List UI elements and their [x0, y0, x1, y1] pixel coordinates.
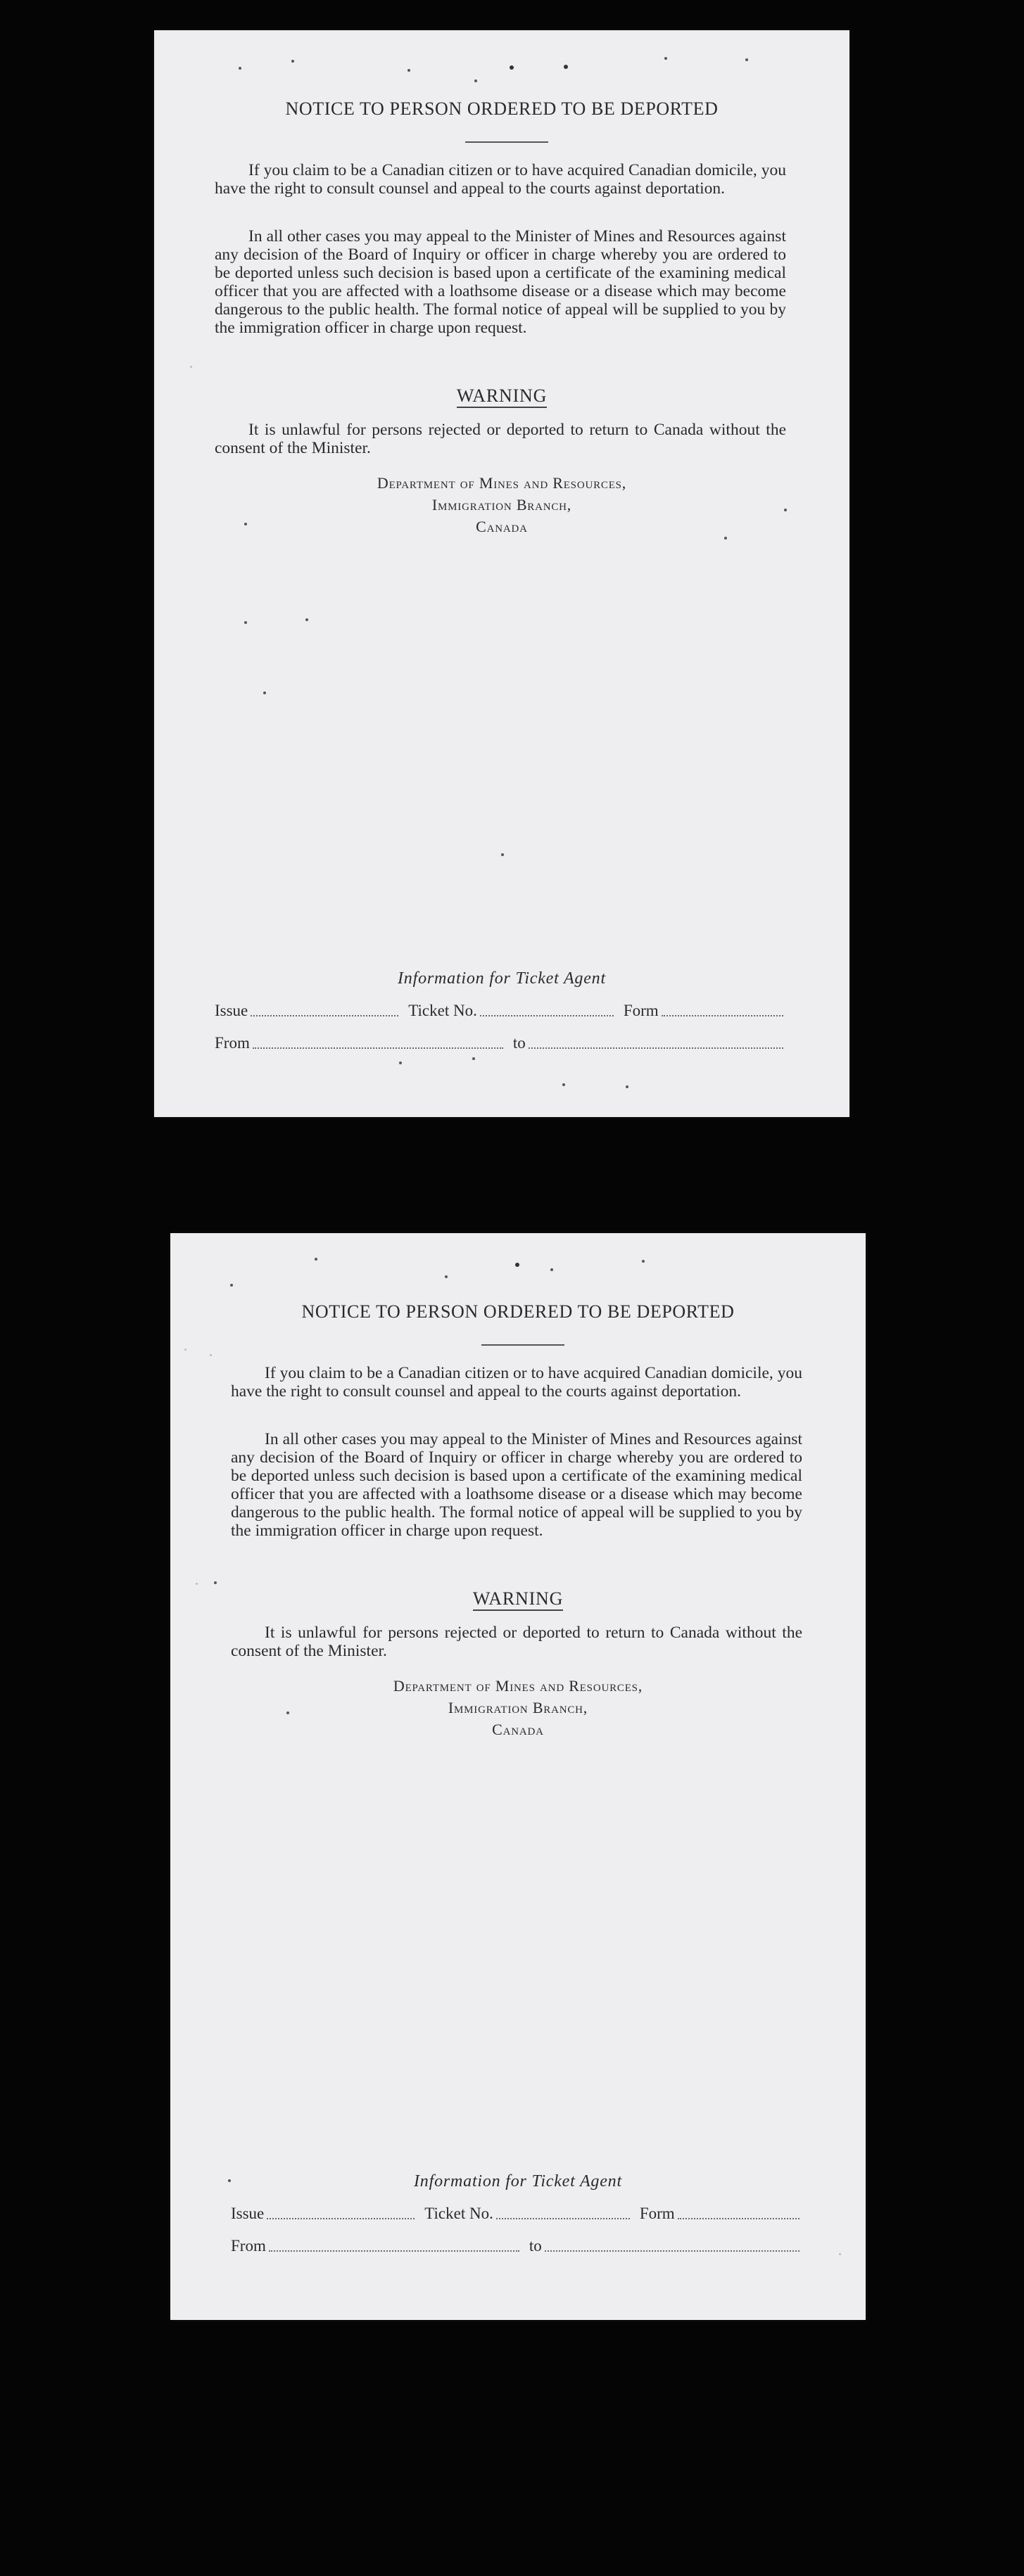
speck	[745, 58, 748, 61]
form-field[interactable]	[678, 2217, 799, 2219]
ticket-number-label: Ticket No.	[424, 2205, 493, 2222]
department-name: Department of Mines and Resources,	[377, 474, 627, 492]
ticket-agent-heading: Information for Ticket Agent	[414, 2172, 622, 2191]
to-field[interactable]	[545, 2250, 799, 2252]
issue-label: Issue	[215, 1002, 248, 1019]
speck	[564, 65, 568, 69]
film-speck	[184, 1348, 187, 1351]
warning-heading	[170, 1588, 866, 1609]
to-label: to	[512, 1034, 526, 1052]
title-rule	[481, 1344, 564, 1346]
from-label: From	[231, 2237, 266, 2255]
branch-name: Immigration Branch,	[448, 1699, 588, 1716]
form-label: Form	[623, 1002, 659, 1019]
speck	[501, 853, 504, 856]
issue-field[interactable]	[251, 1014, 398, 1016]
speck	[445, 1275, 448, 1278]
issuing-authority	[170, 1675, 866, 1740]
route-row	[231, 2234, 802, 2255]
speck	[724, 537, 727, 540]
speck	[244, 523, 247, 525]
to-label: to	[529, 2237, 542, 2255]
speck	[230, 1284, 233, 1287]
speck	[407, 69, 410, 72]
speck	[510, 65, 514, 70]
paragraph-citizen-rights: If you claim to be a Canadian citizen or to have acquired Canadian domicile, you have the right to consult counsel and appeal to the courts against deportation.	[215, 161, 786, 198]
paragraph-appeal-rights: In all other cases you may appeal to the Minister of Mines and Resources against any decision of the Board of Inquiry or officer in charge whereby you are ordered to be deported unless such decision is based upon a certificate of the examining medical officer that you are affected with a loathsome disease or a disease which may become dangerous to the public health. The formal notice of appeal will be supplied to you by the immigration officer in charge upon request.	[215, 227, 786, 337]
film-speck	[190, 366, 192, 368]
from-label: From	[215, 1034, 250, 1052]
warning-heading-text: WARNING	[457, 385, 547, 408]
warning-text: It is unlawful for persons rejected or deported to return to Canada without the consent of the Minister.	[231, 1624, 802, 1660]
notice-title: NOTICE TO PERSON ORDERED TO BE DEPORTED	[285, 98, 719, 119]
speck	[263, 691, 266, 694]
speck	[244, 621, 247, 624]
notice-card-bottom	[170, 1233, 866, 2320]
film-speck	[210, 1354, 212, 1356]
from-field[interactable]	[269, 2250, 519, 2252]
speck	[291, 60, 294, 63]
issuing-authority	[154, 472, 849, 537]
speck	[399, 1061, 402, 1064]
form-field[interactable]	[662, 1014, 783, 1016]
country-name: Canada	[492, 1721, 544, 1738]
speck	[472, 1057, 475, 1060]
speck	[474, 79, 477, 82]
paragraph-appeal-rights: In all other cases you may appeal to the Minister of Mines and Resources against any decision of the Board of Inquiry or officer in charge whereby you are ordered to be deported unless such decision is based upon a certificate of the examining medical officer that you are affected with a loathsome disease or a disease which may become dangerous to the public health. The formal notice of appeal will be supplied to you by the immigration officer in charge upon request.	[231, 1430, 802, 1540]
from-field[interactable]	[253, 1047, 503, 1049]
title-rule	[465, 141, 548, 143]
department-name: Department of Mines and Resources,	[393, 1677, 643, 1695]
speck	[315, 1258, 317, 1261]
speck	[550, 1268, 553, 1271]
ticket-number-field[interactable]	[496, 2217, 630, 2219]
speck	[286, 1711, 289, 1714]
notice-title: NOTICE TO PERSON ORDERED TO BE DEPORTED	[301, 1301, 735, 1322]
country-name: Canada	[476, 518, 528, 535]
speck	[784, 509, 787, 511]
route-row	[215, 1031, 786, 1052]
warning-heading-text: WARNING	[473, 1588, 563, 1611]
issue-label: Issue	[231, 2205, 265, 2222]
ticket-row	[231, 2202, 802, 2223]
form-label: Form	[639, 2205, 675, 2222]
ticket-number-label: Ticket No.	[408, 1002, 477, 1019]
ticket-number-field[interactable]	[480, 1014, 614, 1016]
notice-card-top	[154, 30, 849, 1117]
paragraph-citizen-rights: If you claim to be a Canadian citizen or to have acquired Canadian domicile, you have the right to consult counsel and appeal to the courts against deportation.	[231, 1364, 802, 1401]
film-speck	[196, 1583, 198, 1585]
speck	[642, 1260, 645, 1263]
film-speck	[839, 2253, 841, 2255]
speck	[664, 57, 667, 60]
ticket-agent-heading: Information for Ticket Agent	[398, 969, 606, 988]
ticket-row	[215, 999, 786, 1020]
speck	[515, 1263, 519, 1267]
warning-heading	[154, 385, 849, 407]
branch-name: Immigration Branch,	[431, 496, 572, 514]
warning-text: It is unlawful for persons rejected or deported to return to Canada without the consent of the Minister.	[215, 421, 786, 457]
issue-field[interactable]	[267, 2217, 415, 2219]
to-field[interactable]	[529, 1047, 783, 1049]
speck	[214, 1581, 217, 1584]
speck	[305, 618, 308, 621]
speck	[239, 67, 241, 70]
speck	[562, 1083, 565, 1086]
speck	[626, 1085, 628, 1088]
